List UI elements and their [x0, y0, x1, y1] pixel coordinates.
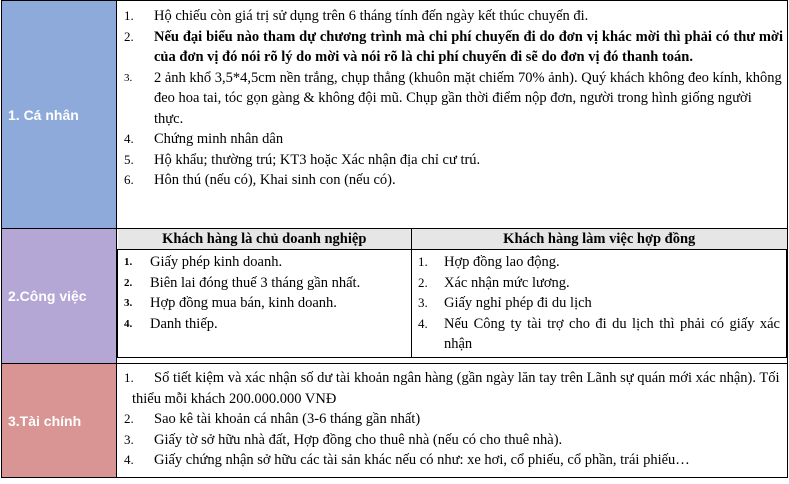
list-item [121, 170, 783, 191]
item-number: 3. [124, 431, 134, 447]
item-number: 3. [124, 297, 133, 309]
section-content-personal [117, 1, 788, 229]
item-number: 2. [418, 274, 428, 290]
list-item [118, 314, 407, 335]
list-item [121, 430, 783, 451]
requirements-table [1, 0, 788, 478]
list-item [121, 150, 783, 171]
list-item [121, 368, 783, 409]
item-text: Xác nhận mức lương. [444, 274, 570, 291]
list-item [121, 27, 783, 68]
section-row-work [2, 229, 788, 364]
list-item [412, 273, 780, 294]
list-item [121, 409, 783, 430]
item-number: 2. [124, 276, 133, 289]
item-text: Giấy tờ sở hữu nhà đất, Hợp đồng cho thuê nhà (nếu có cho thuê nhà). [154, 431, 563, 448]
item-number: 4. [124, 131, 134, 146]
item-number: 4. [124, 452, 134, 467]
item-number: 2. [124, 28, 134, 44]
item-number: 1. [124, 256, 133, 268]
item-text: Hộ chiếu còn giá trị sử dụng trên 6 tháng tính đến ngày kết thúc chuyến đi. [154, 8, 589, 24]
list-item [121, 450, 783, 471]
list-item [412, 293, 780, 314]
list-item [121, 129, 783, 150]
section-row-personal [2, 1, 788, 229]
item-number: 1. [418, 254, 428, 269]
section-row-finance [2, 364, 788, 478]
item-number: 4. [124, 317, 133, 330]
item-text: Chứng minh nhân dân [154, 131, 284, 147]
list-item [412, 314, 780, 355]
item-text: Nếu đại biểu nào tham dự chương trình mà chi phí chuyến đi do đơn vị khác mời thì phải có thư mời của đơn vị đó nói rõ lý do mời và nói rõ là chi phí chuyến đi sẽ do đơn vị đó thanh toán. [154, 28, 783, 65]
item-number: 5. [124, 151, 134, 167]
item-text: Sổ tiết kiệm và xác nhận số dư tài khoản ngân hàng (gần ngày lăn tay trên Lãnh sự quán mới xác nhận). Tối thiểu mỗi khách 200.000.000 VNĐ [132, 370, 780, 407]
business-owner-header: Khách hàng là chủ doanh nghiệp [118, 229, 412, 250]
item-text: Giấy nghỉ phép đi du lịch [444, 295, 592, 311]
item-text: Giấy chứng nhận sở hữu các tài sản khác nếu có như: xe hơi, cổ phiếu, cổ phần, trái phiếu… [154, 452, 690, 468]
item-text: Biên lai đóng thuế 3 tháng gần nhất. [150, 274, 361, 291]
item-number: 3. [124, 71, 133, 84]
list-item [118, 252, 407, 273]
item-number: 4. [418, 315, 428, 331]
item-number: 6. [124, 172, 134, 187]
item-number: 2. [124, 411, 134, 426]
list-item [412, 252, 780, 273]
section-label-personal: 1. Cá nhân [2, 1, 117, 229]
item-text: Hộ khẩu; thường trú; KT3 hoặc Xác nhận địa chỉ cư trú. [154, 151, 481, 168]
list-item [121, 68, 783, 130]
item-number: 1. [124, 370, 134, 385]
item-text: Hôn thú (nếu có), Khai sinh con (nếu có). [154, 172, 396, 188]
item-number: 3. [418, 295, 428, 310]
contract-employee-list [412, 250, 787, 358]
item-text: Danh thiếp. [150, 315, 218, 332]
list-item [118, 293, 407, 314]
item-text: Hợp đồng lao động. [444, 254, 560, 270]
work-subtable [117, 229, 787, 358]
section-label-finance: 3.Tài chính [2, 364, 117, 478]
item-number: 1. [124, 8, 134, 23]
item-text: 2 ảnh khổ 3,5*4,5cm nền trắng, chụp thẳng (khuôn mặt chiếm 70% ảnh). Quý khách không đeo kính, không đeo hoa tai, tóc gọn gàng & không đội mũ. Chụp gần thời điểm nộp đơn, người trong hình giống người thực. [154, 69, 782, 127]
item-text: Nếu Công ty tài trợ cho đi du lịch thì phải có giấy xác nhận [444, 315, 780, 352]
item-text: Hợp đồng mua bán, kinh doanh. [150, 295, 337, 311]
contract-employee-header: Khách hàng làm việc hợp đồng [412, 229, 787, 250]
section-label-work: 2.Công việc [2, 229, 117, 364]
section-content-work [117, 229, 788, 364]
list-item [121, 6, 783, 27]
item-text: Sao kê tài khoản cá nhân (3-6 tháng gần nhất) [154, 411, 421, 427]
business-owner-list [118, 250, 412, 358]
section-content-finance [117, 364, 788, 478]
item-text: Giấy phép kinh doanh. [150, 254, 283, 270]
list-item [118, 273, 407, 294]
